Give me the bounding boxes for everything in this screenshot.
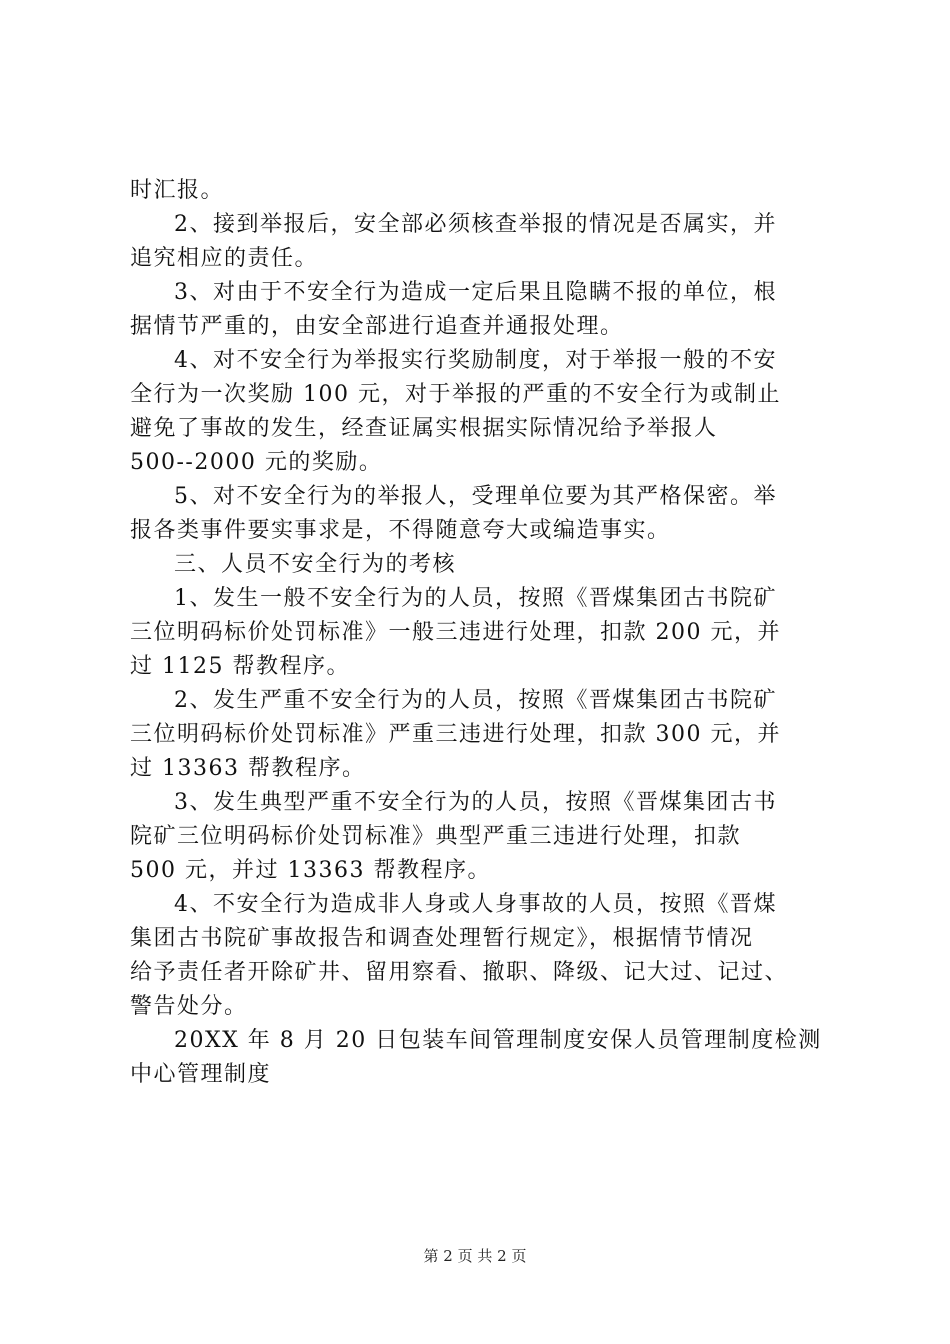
text-line: 三位明码标价处罚标准》一般三违进行处理，扣款 200 元，并 <box>130 620 781 645</box>
text-line: 3、发生典型严重不安全行为的人员，按照《晋煤集团古书 <box>174 790 777 815</box>
text-line: 避免了事故的发生，经查证属实根据实际情况给予举报人 <box>130 416 718 441</box>
text-line: 院矿三位明码标价处罚标准》典型严重三违进行处理，扣款 <box>130 824 742 849</box>
text-line: 三位明码标价处罚标准》严重三违进行处理，扣款 300 元，并 <box>130 722 781 747</box>
text-line: 追究相应的责任。 <box>130 246 319 271</box>
text-line: 给予责任者开除矿井、留用察看、撤职、降级、记大过、记过、 <box>130 960 789 985</box>
text-line: 据情节严重的，由安全部进行追查并通报处理。 <box>130 314 624 339</box>
text-line: 500--2000 元的奖励。 <box>130 450 383 475</box>
text-line: 报各类事件要实事求是，不得随意夸大或编造事实。 <box>130 518 671 543</box>
text-line: 时汇报。 <box>130 178 225 203</box>
text-line: 中心管理制度 <box>130 1062 272 1087</box>
text-line: 4、对不安全行为举报实行奖励制度，对于举报一般的不安 <box>174 348 777 373</box>
text-line: 1、发生一般不安全行为的人员，按照《晋煤集团古书院矿 <box>174 586 777 611</box>
page-footer: 第 2 页 共 2 页 <box>423 1247 527 1265</box>
text-line: 20XX 年 8 月 20 日包装车间管理制度安保人员管理制度检测 <box>174 1028 822 1053</box>
text-line: 4、不安全行为造成非人身或人身事故的人员，按照《晋煤 <box>174 892 777 917</box>
text-line: 过 1125 帮教程序。 <box>130 654 350 679</box>
text-line: 三、人员不安全行为的考核 <box>174 552 457 577</box>
text-line: 2、发生严重不安全行为的人员，按照《晋煤集团古书院矿 <box>174 688 777 713</box>
text-line: 2、接到举报后，安全部必须核查举报的情况是否属实，并 <box>174 212 777 237</box>
text-line: 过 13363 帮教程序。 <box>130 756 366 781</box>
text-line: 警告处分。 <box>130 994 248 1019</box>
text-line: 500 元，并过 13363 帮教程序。 <box>130 858 491 883</box>
text-line: 5、对不安全行为的举报人，受理单位要为其严格保密。举 <box>174 484 777 509</box>
text-line: 全行为一次奖励 100 元，对于举报的严重的不安全行为或制止 <box>130 382 781 407</box>
text-line: 集团古书院矿事故报告和调查处理暂行规定》，根据情节情况 <box>130 926 754 951</box>
document-body <box>130 174 838 1092</box>
text-line: 3、对由于不安全行为造成一定后果且隐瞒不报的单位，根 <box>174 280 777 305</box>
